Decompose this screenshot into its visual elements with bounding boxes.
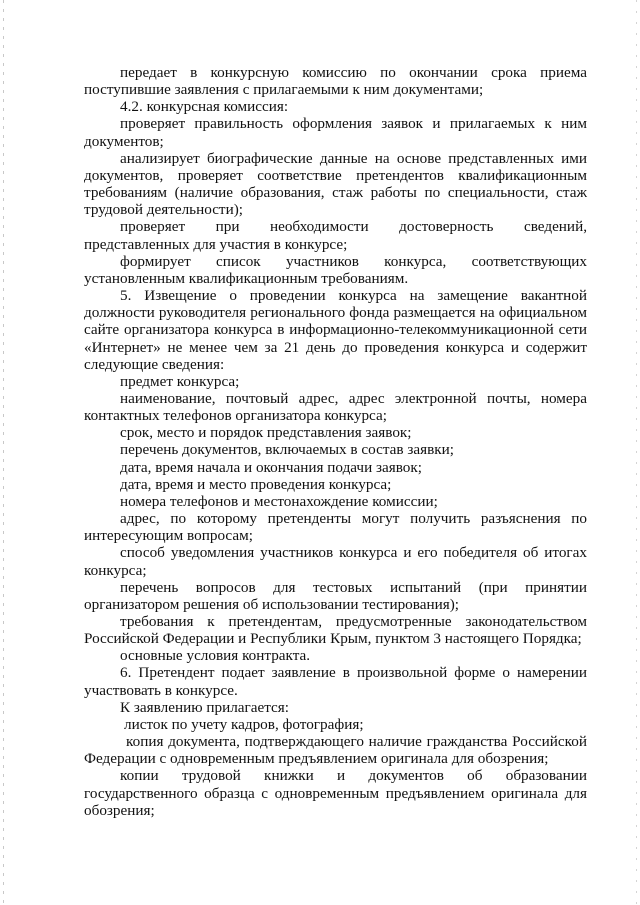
paragraph: предмет конкурса; xyxy=(120,372,240,390)
paragraph: копии трудовой книжки и документов об образовании государственного образца с одновременным предъявлением оригинала для обозрения; xyxy=(84,767,587,819)
paragraph: номера телефонов и местонахождение комиссии; xyxy=(120,492,438,510)
paragraph: способ уведомления участников конкурса и его победителя об итогах конкурса; xyxy=(84,544,587,579)
paragraph: проверяет при необходимости достоверность сведений, представленных для участия в конкурсе; xyxy=(84,218,587,253)
paragraph: анализирует биографические данные на основе представленных ими документов, проверяет соответствие претендентов квалификационным требованиям (наличие образования, стаж работы по специальности, стаж трудовой деятельности); xyxy=(84,149,587,219)
paragraph: перечень вопросов для тестовых испытаний (при принятии организатором решения об использовании тестирования); xyxy=(84,578,587,613)
paragraph: формирует список участников конкурса, соответствующих установленным квалификационным требованиям. xyxy=(84,252,587,287)
paragraph: проверяет правильность оформления заявок и прилагаемых к ним документов; xyxy=(84,115,587,150)
paragraph: К заявлению прилагается: xyxy=(120,698,289,716)
paragraph: копия документа, подтверждающего наличие гражданства Российской Федерации с одновременным предъявлением оригинала для обозрения; xyxy=(84,733,587,768)
paragraph: перечень документов, включаемых в состав заявки; xyxy=(120,441,455,459)
paragraph: срок, место и порядок представления заявок; xyxy=(120,424,412,442)
scan-edge-right xyxy=(636,0,637,905)
paragraph: листок по учету кадров, фотография; xyxy=(124,715,364,733)
paragraph: 6. Претендент подает заявление в произвольной форме о намерении участвовать в конкурсе. xyxy=(84,664,587,699)
paragraph: 5. Извещение о проведении конкурса на замещение вакантной должности руководителя регионального фонда размещается на официальном сайте организатора конкурса в информационно-телекоммуникационной сети «Интернет» не менее чем за 21 день до проведения конкурса и содержит следующие сведения: xyxy=(84,287,587,373)
paragraph: основные условия контракта. xyxy=(120,647,311,665)
paragraph: наименование, почтовый адрес, адрес электронной почты, номера контактных телефонов организатора конкурса; xyxy=(84,389,587,425)
document-body xyxy=(84,64,587,819)
paragraph: адрес, по которому претенденты могут получить разъяснения по интересующим вопросам; xyxy=(84,510,587,545)
scan-edge-left xyxy=(3,0,4,905)
paragraph: требования к претендентам, предусмотренные законодательством Российской Федерации и Республики Крым, пунктом 3 настоящего Порядка; xyxy=(84,613,587,648)
paragraph: передает в конкурсную комиссию по окончании срока приема поступившие заявления с прилагаемыми к ним документами; xyxy=(84,64,587,99)
paragraph: дата, время и место проведения конкурса; xyxy=(120,475,392,493)
paragraph: 4.2. конкурсная комиссия: xyxy=(120,98,289,116)
paragraph: дата, время начала и окончания подачи заявок; xyxy=(120,458,422,476)
